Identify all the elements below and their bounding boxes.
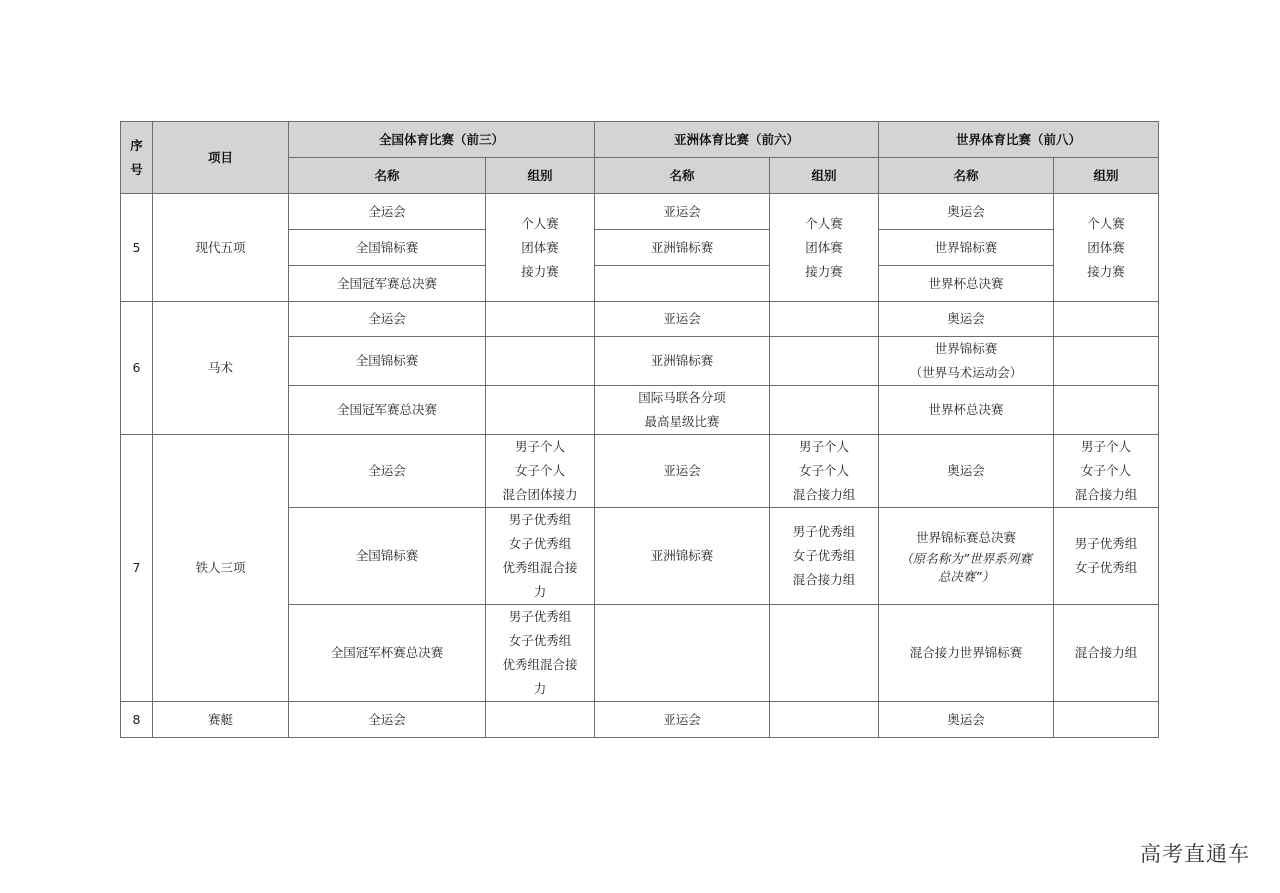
header-world: 世界体育比赛（前八） [879,122,1159,158]
name-cell: 全运会 [289,435,486,508]
seq-cell: 7 [121,435,153,702]
name-cell: 亚运会 [595,702,770,738]
table-row [121,194,1159,230]
name-cell: 全运会 [289,702,486,738]
group-cell [1054,386,1159,435]
table-row [121,302,1159,337]
name-cell: 全运会 [289,194,486,230]
name-cell: 国际马联各分项 最高星级比赛 [595,386,770,435]
name-cell: 亚洲锦标赛 [595,337,770,386]
name-cell: 亚运会 [595,435,770,508]
group-cell [1054,337,1159,386]
group-cell: 混合接力组 [1054,605,1159,702]
group-cell [770,337,879,386]
competition-table [120,121,1159,738]
name-cell: 世界锦标赛 [879,230,1054,266]
header-seq: 序 号 [121,122,153,194]
item-cell: 赛艇 [153,702,289,738]
name-cell: 世界杯总决赛 [879,386,1054,435]
name-cell: 奥运会 [879,435,1054,508]
group-cell: 男子优秀组 女子优秀组 混合接力组 [770,508,879,605]
group-cell [486,302,595,337]
name-cell: 亚洲锦标赛 [595,230,770,266]
name-cell: 全国锦标赛 [289,230,486,266]
item-cell: 马术 [153,302,289,435]
name-cell: 全国冠军赛总决赛 [289,386,486,435]
header-name: 名称 [289,158,486,194]
header-national: 全国体育比赛（前三） [289,122,595,158]
group-cell: 个人赛 团体赛 接力赛 [770,194,879,302]
header-name: 名称 [595,158,770,194]
header-group: 组别 [486,158,595,194]
group-cell [486,386,595,435]
seq-cell: 6 [121,302,153,435]
group-cell: 男子个人 女子个人 混合接力组 [770,435,879,508]
name-cell: 全运会 [289,302,486,337]
group-cell: 男子优秀组 女子优秀组 优秀组混合接 力 [486,508,595,605]
header-name: 名称 [879,158,1054,194]
item-cell: 铁人三项 [153,435,289,702]
name-cell: 亚运会 [595,302,770,337]
group-cell: 个人赛 团体赛 接力赛 [1054,194,1159,302]
group-cell [486,702,595,738]
watermark: 高考直通车 [1140,842,1250,866]
header-item: 项目 [153,122,289,194]
name-cell: 混合接力世界锦标赛 [879,605,1054,702]
group-cell: 男子优秀组 女子优秀组 [1054,508,1159,605]
name-cell: 亚运会 [595,194,770,230]
table-row [121,435,1159,508]
group-cell [486,337,595,386]
header-group: 组别 [770,158,879,194]
group-cell [1054,702,1159,738]
header-asian: 亚洲体育比赛（前六） [595,122,879,158]
group-cell [770,605,879,702]
group-cell [770,702,879,738]
name-cell: 全国锦标赛 [289,508,486,605]
group-cell [1054,302,1159,337]
item-cell: 现代五项 [153,194,289,302]
group-cell [770,386,879,435]
group-cell: 男子个人 女子个人 混合团体接力 [486,435,595,508]
name-cell [595,605,770,702]
header-group: 组别 [1054,158,1159,194]
name-cell: 世界杯总决赛 [879,266,1054,302]
name-cell: 全国冠军赛总决赛 [289,266,486,302]
name-cell: 全国冠军杯赛总决赛 [289,605,486,702]
name-cell: 世界锦标赛 （世界马术运动会） [879,337,1054,386]
name-cell: 奥运会 [879,302,1054,337]
name-cell: 奥运会 [879,194,1054,230]
seq-cell: 8 [121,702,153,738]
name-cell: 亚洲锦标赛 [595,508,770,605]
name-cell: 奥运会 [879,702,1054,738]
group-cell: 男子优秀组 女子优秀组 优秀组混合接 力 [486,605,595,702]
group-cell [770,302,879,337]
name-cell [595,266,770,302]
seq-cell: 5 [121,194,153,302]
group-cell: 个人赛 团体赛 接力赛 [486,194,595,302]
name-cell: 世界锦标赛总决赛 （原名称为”世界系列赛 总决赛”） [879,508,1054,605]
name-cell: 全国锦标赛 [289,337,486,386]
table-row [121,702,1159,738]
group-cell: 男子个人 女子个人 混合接力组 [1054,435,1159,508]
